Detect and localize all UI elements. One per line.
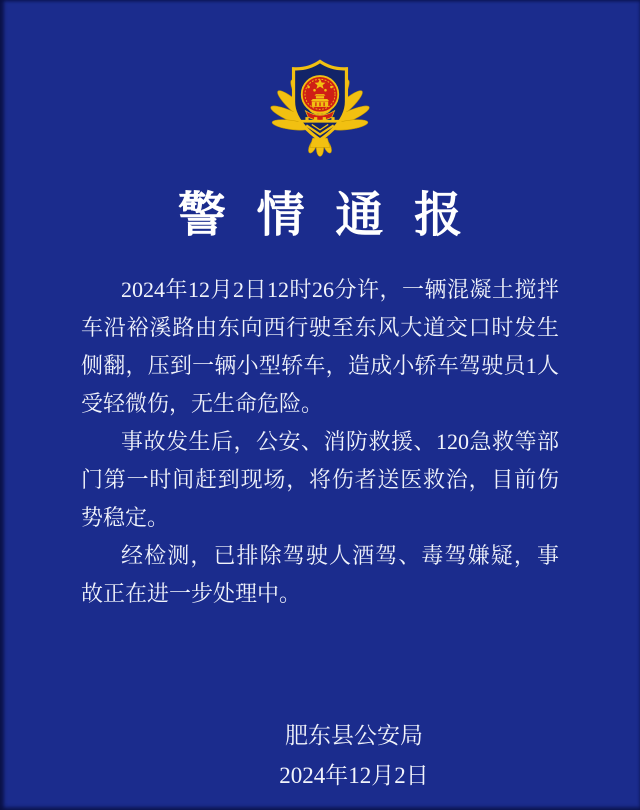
body-paragraph-2: 事故发生后，公安、消防救援、120急救等部门第一时间赶到现场，将伤者送医救治，目前伤势稳定。 [81, 429, 559, 530]
signature-issuer: 肥东县公安局 [285, 723, 423, 748]
notice-title: 警情通报 [177, 189, 493, 242]
body-paragraph-1: 2024年12月2日12时26分许，一辆混凝土搅拌车沿裕溪路由东向西行驶至东风大道交口时发生侧翻，压到一辆小型轿车，造成小轿车驾驶员1人受轻微伤，无生命危险。 [81, 277, 559, 416]
signature-date: 2024年12月2日 [279, 763, 429, 788]
notice-body [81, 271, 559, 613]
signature-block [34, 716, 640, 796]
police-badge-emblem-icon [265, 56, 375, 160]
body-paragraph-3: 经检测，已排除驾驶人酒驾、毒驾嫌疑，事故正在进一步处理中。 [81, 543, 559, 606]
